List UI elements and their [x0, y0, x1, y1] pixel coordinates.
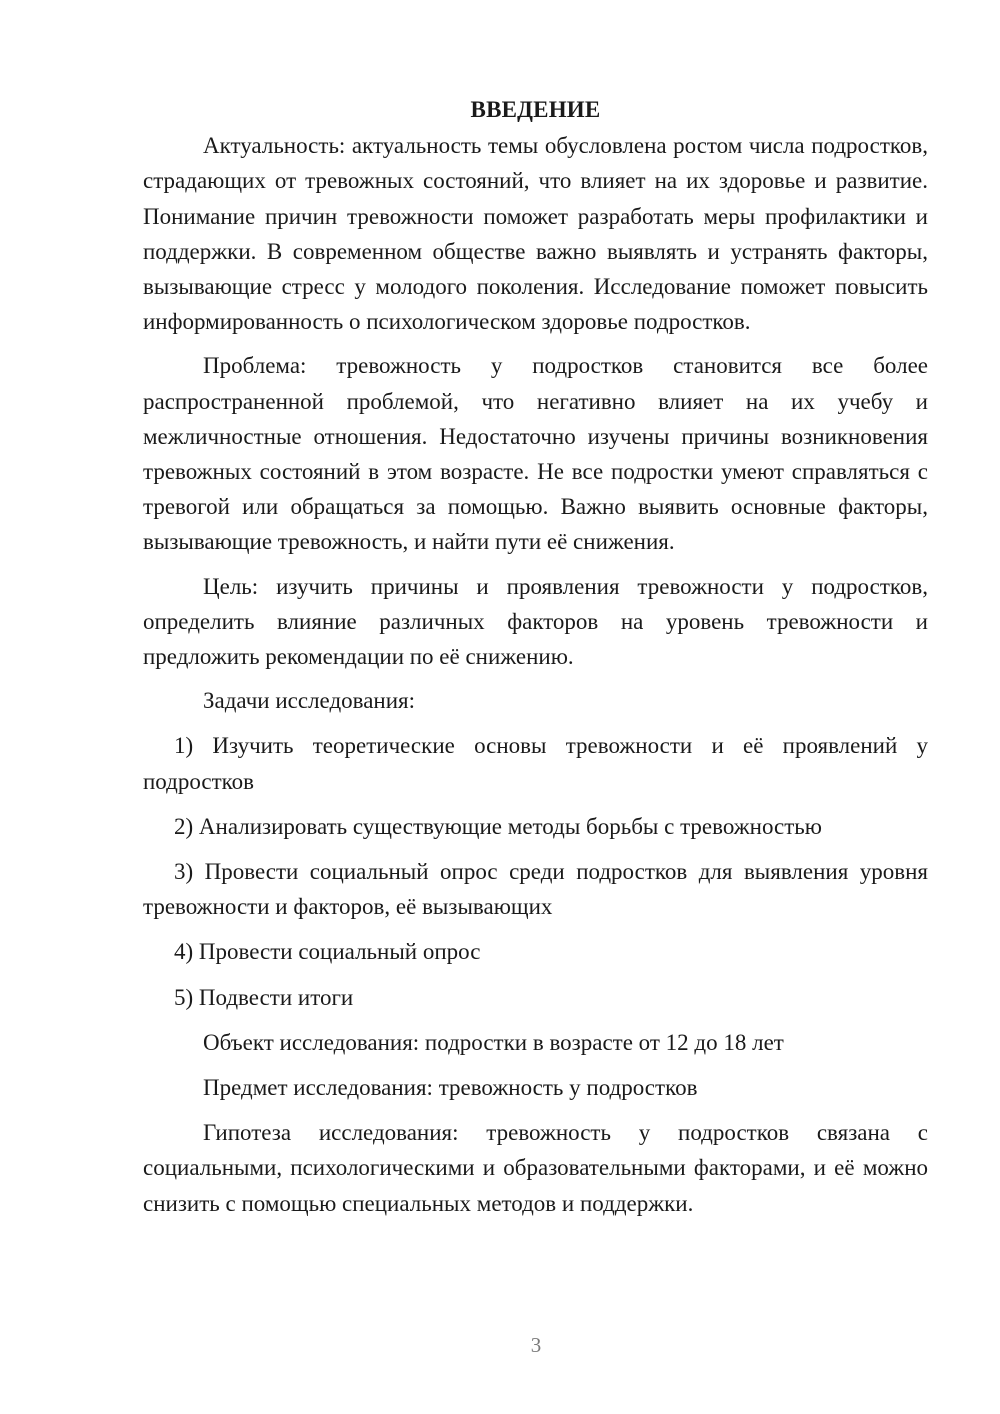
paragraph-hypothesis: Гипотеза исследования: тревожность у подростков связана с социальными, психологическими и образовательными факторами, и её можно снизить с помощью специальных методов и поддержки.: [143, 1120, 928, 1216]
task-item-1: 1) Изучить теоретические основы тревожности и её проявлений у подростков: [143, 733, 928, 794]
task-item-3: 3) Провести социальный опрос среди подростков для выявления уровня тревожности и факторов, её вызывающих: [143, 859, 928, 920]
paragraph-problem: Проблема: тревожность у подростков становится все более распространенной проблемой, что негативно влияет на их учебу и межличностные отношения. Недостаточно изучены причины возникновения тревожных состояний в этом возрасте. Не все подростки умеют справляться с тревогой или обращаться за помощью. Важно выявить основные факторы, вызывающие тревожность, и найти пути её снижения.: [143, 353, 928, 555]
paragraph-subject: Предмет исследования: тревожность у подростков: [203, 1075, 698, 1101]
task-item-2: 2) Анализировать существующие методы борьбы с тревожностью: [174, 813, 822, 839]
paragraph-goal: Цель: изучить причины и проявления тревожности у подростков, определить влияние различных факторов на уровень тревожности и предложить рекомендации по её снижению.: [143, 573, 928, 670]
page-body: [143, 92, 928, 1230]
paragraph-relevance: Актуальность: актуальность темы обусловлена ростом числа подростков, страдающих от тревожных состояний, что влияет на их здоровье и развитие. Понимание причин тревожности поможет разработать меры профилактики и поддержки. В современном обществе важно выявлять и устранять факторы, вызывающие стресс у молодого поколения. Исследование поможет повысить информированность о психологическом здоровье подростков.: [143, 133, 928, 335]
tasks-heading: Задачи исследования:: [203, 688, 416, 714]
page-title: ВВЕДЕНИЕ: [470, 97, 601, 122]
page-number: 3: [530, 1333, 542, 1357]
task-item-4: 4) Провести социальный опрос: [174, 939, 481, 965]
task-item-5: 5) Подвести итоги: [174, 984, 354, 1010]
paragraph-object: Объект исследования: подростки в возрасте от 12 до 18 лет: [203, 1029, 784, 1055]
